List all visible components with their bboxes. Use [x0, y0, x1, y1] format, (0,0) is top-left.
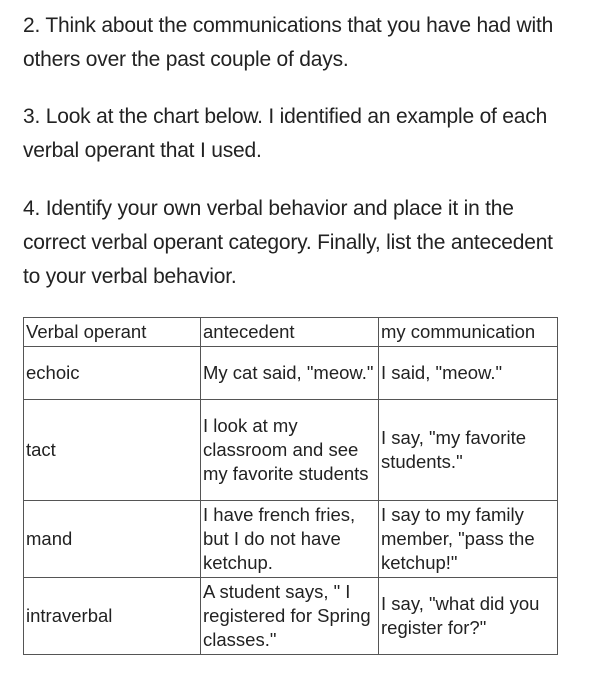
table-row — [24, 400, 558, 501]
verbal-operant-table — [23, 317, 558, 655]
table-header-row — [24, 318, 558, 347]
communication-cell: I said, "meow." — [379, 347, 558, 400]
instruction-step-2: 2. Think about the communications that you have had with others over the past couple of days. — [23, 14, 554, 71]
table-row — [24, 347, 558, 400]
communication-cell: I say, "my favorite students." — [379, 400, 558, 501]
antecedent-cell: I look at my classroom and see my favorite students — [201, 400, 379, 501]
table-row — [24, 578, 558, 655]
instruction-step-3: 3. Look at the chart below. I identified an example of each verbal operant that I used. — [23, 105, 548, 162]
header-my-communication: my communication — [379, 318, 558, 347]
antecedent-cell: My cat said, "meow." — [201, 347, 379, 400]
communication-cell: I say, "what did you register for?" — [379, 578, 558, 655]
header-antecedent: antecedent — [201, 318, 379, 347]
operant-cell: intraverbal — [24, 578, 201, 655]
operant-cell: echoic — [24, 347, 201, 400]
operant-cell: tact — [24, 400, 201, 501]
antecedent-cell: I have french fries, but I do not have ketchup. — [201, 501, 379, 578]
antecedent-cell: A student says, " I registered for Spring classes." — [201, 578, 379, 655]
instruction-step-4: 4. Identify your own verbal behavior and place it in the correct verbal operant category. Finally, list the antecedent to your verbal behavior. — [23, 197, 553, 288]
communication-cell: I say to my family member, "pass the ketchup!" — [379, 501, 558, 578]
table-row — [24, 501, 558, 578]
header-verbal-operant: Verbal operant — [24, 318, 201, 347]
operant-cell: mand — [24, 501, 201, 578]
